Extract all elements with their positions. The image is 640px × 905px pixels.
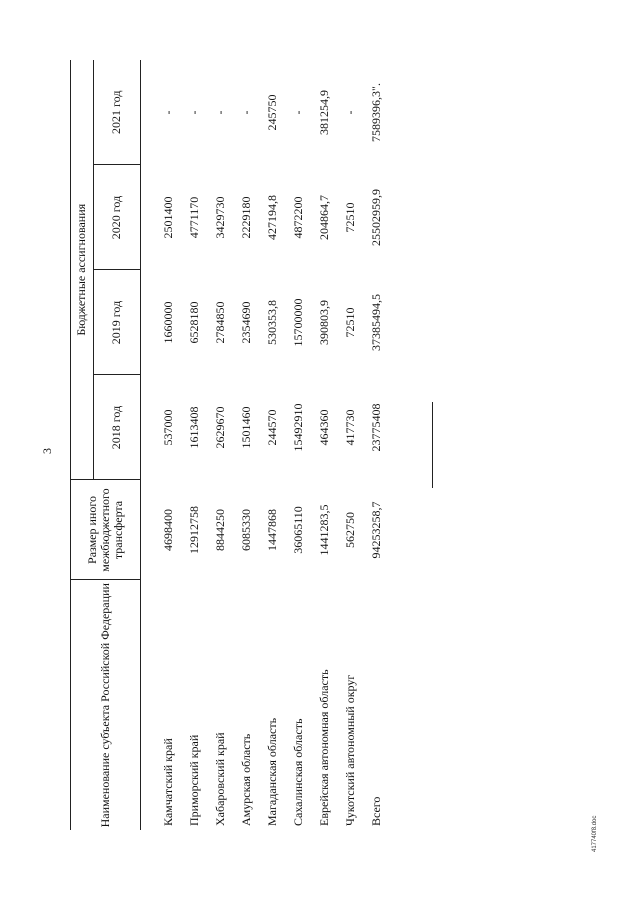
table-row	[363, 60, 389, 830]
cell-y2021: -	[239, 110, 253, 115]
cell-transfer: 36065110	[291, 506, 305, 554]
cell-name: Приморский край	[187, 734, 201, 826]
cell-y2019: 15700000	[291, 298, 305, 347]
table-row	[285, 60, 311, 830]
table-row	[141, 60, 182, 830]
cell-y2019: 37385494,5	[369, 294, 383, 351]
cell-name: Чукотский автономный округ	[343, 674, 357, 826]
cell-transfer: 6085330	[239, 509, 253, 551]
budget-table	[70, 60, 389, 830]
cell-y2019: 390803,9	[317, 300, 331, 345]
table-row	[311, 60, 337, 830]
header-year-2021: 2021 год	[94, 60, 141, 165]
cell-transfer: 562750	[343, 512, 357, 548]
table-row	[337, 60, 363, 830]
cell-y2021: -	[187, 110, 201, 115]
cell-y2018: 1501460	[239, 406, 253, 449]
cell-transfer: 1447868	[265, 509, 279, 551]
table-body	[141, 60, 390, 830]
cell-y2020: 2501400	[161, 196, 175, 239]
cell-y2021: -	[161, 110, 175, 115]
header-group-budget: Бюджетные ассигнования	[71, 60, 94, 480]
rotated-table-container	[70, 60, 389, 830]
page-number: 3	[40, 448, 54, 454]
cell-name: Еврейская автономная область	[317, 669, 331, 826]
table-header	[71, 60, 141, 830]
cell-y2021: 7589396,3".	[369, 83, 383, 142]
cell-y2018: 417730	[343, 409, 357, 446]
cell-y2019: 2354690	[239, 301, 253, 344]
cell-y2021: 381254,9	[317, 90, 331, 135]
cell-y2019: 72510	[343, 307, 357, 338]
cell-y2019: 6528180	[187, 301, 201, 344]
cell-y2019: 2784850	[213, 301, 227, 344]
cell-y2020: 4771170	[187, 196, 201, 239]
doc-code: 417740f8.doc	[592, 815, 598, 852]
cell-y2019: 1660000	[161, 301, 175, 344]
header-transfer: Размер иного межбюджетного трансферта	[71, 480, 141, 580]
cell-transfer: 4698400	[161, 509, 175, 551]
cell-transfer: 12912758	[187, 506, 201, 554]
header-year-2020: 2020 год	[94, 165, 141, 270]
table-row	[233, 60, 259, 830]
header-name: Наименование субъекта Российской Федерации	[71, 580, 141, 830]
cell-y2020: 3429730	[213, 196, 227, 239]
cell-name: Амурская область	[239, 733, 253, 826]
cell-y2020: 2229180	[239, 196, 253, 239]
cell-y2021: -	[213, 110, 227, 115]
table-row	[207, 60, 233, 830]
cell-y2019: 530353,8	[265, 300, 279, 345]
cell-transfer: 94253258,7	[369, 501, 383, 559]
cell-name: Всего	[369, 796, 383, 826]
cell-name: Магаданская область	[265, 717, 279, 826]
cell-y2020: 25502959,9	[369, 189, 383, 246]
cell-y2018: 15492910	[291, 403, 305, 452]
cell-name: Хабаровский край	[213, 732, 227, 826]
cell-y2018: 1613408	[187, 406, 201, 449]
cell-transfer: 8844250	[213, 509, 227, 551]
cell-y2021: -	[291, 110, 305, 115]
table-row	[181, 60, 207, 830]
cell-y2020: 427194,8	[265, 195, 279, 240]
header-year-2018: 2018 год	[94, 375, 141, 480]
cell-name: Камчатский край	[161, 738, 175, 826]
cell-y2021: -	[343, 110, 357, 115]
stamp-line	[432, 402, 433, 488]
cell-y2021: 245750	[265, 94, 279, 131]
cell-y2018: 2629670	[213, 406, 227, 449]
table-row	[259, 60, 285, 830]
cell-y2018: 23775408	[369, 403, 383, 452]
cell-transfer: 1441283,5	[317, 504, 331, 556]
cell-y2018: 537000	[161, 409, 175, 446]
cell-y2020: 204864,7	[317, 195, 331, 240]
cell-y2020: 4872200	[291, 196, 305, 239]
cell-y2018: 464360	[317, 409, 331, 446]
header-year-2019: 2019 год	[94, 270, 141, 375]
cell-y2018: 244570	[265, 409, 279, 446]
cell-y2020: 72510	[343, 202, 357, 233]
cell-name: Сахалинская область	[291, 718, 305, 826]
